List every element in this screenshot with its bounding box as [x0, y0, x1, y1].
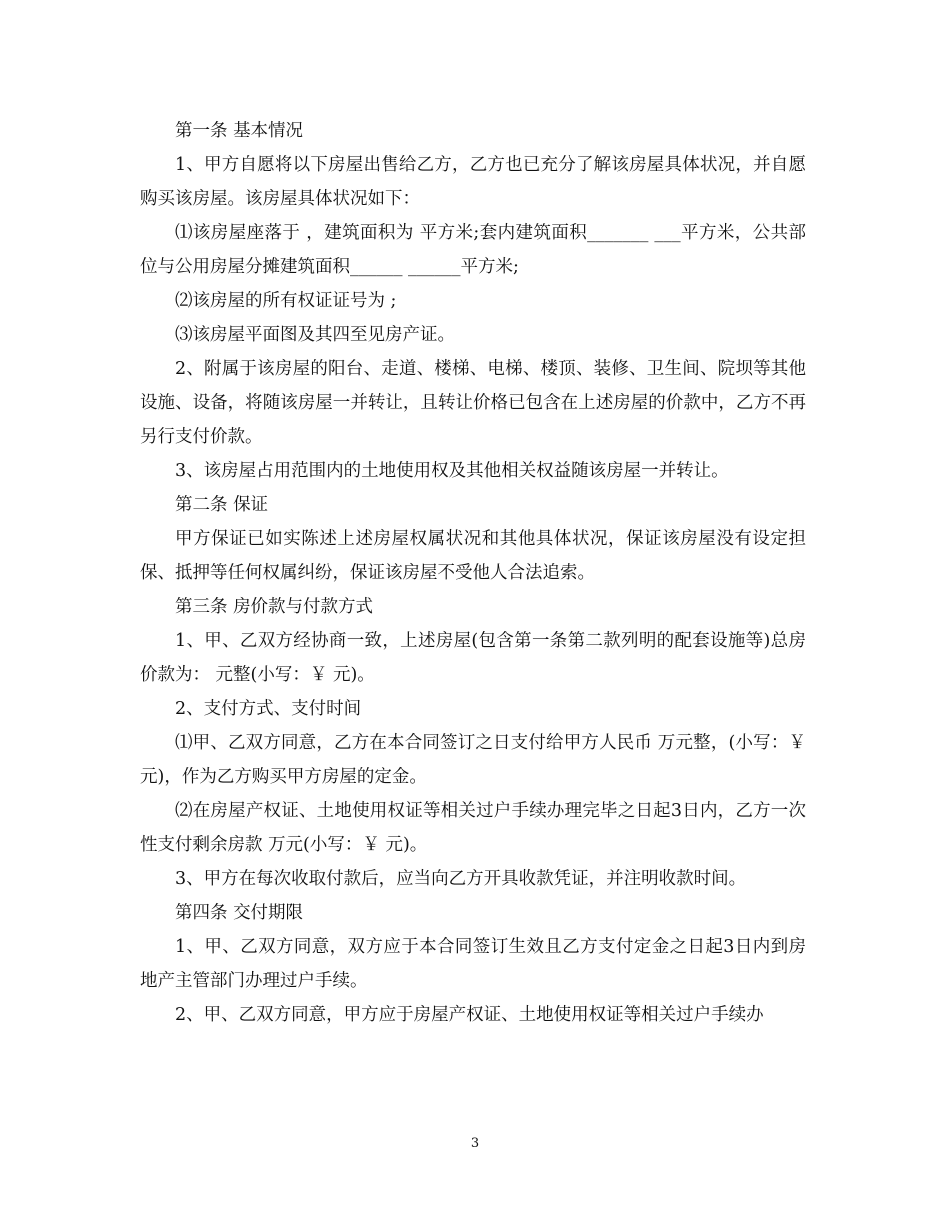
section-heading-2: 第二条 保证 — [175, 495, 269, 515]
paragraph: 1、甲、乙双方经协商一致，上述房屋(包含第一条第二款列明的配套设施等)总房价款为： 元整(小写：￥ 元)。 — [140, 631, 806, 685]
paragraph: 2、甲、乙双方同意，甲方应于房屋产权证、土地使用权证等相关过户手续办 — [175, 1005, 764, 1025]
section-heading-4: 第四条 交付期限 — [175, 903, 304, 923]
paragraph: 1、甲方自愿将以下房屋出售给乙方，乙方也已充分了解该房屋具体状况，并自愿购买该房屋。该房屋具体状况如下： — [140, 155, 806, 209]
paragraph: ⑵在房屋产权证、土地使用权证等相关过户手续办理完毕之日起3日内，乙方一次性支付剩余房款 万元(小写：￥ 元)。 — [140, 801, 806, 855]
section-heading-3: 第三条 房价款与付款方式 — [175, 597, 374, 617]
paragraph: 1、甲、乙双方同意，双方应于本合同签订生效且乙方支付定金之日起3日内到房地产主管部门办理过户手续。 — [140, 937, 806, 991]
document-body — [140, 114, 806, 1032]
paragraph: ⑴甲、乙双方同意，乙方在本合同签订之日支付给甲方人民币 万元整，(小写：￥ 元)，作为乙方购买甲方房屋的定金。 — [140, 733, 806, 787]
paragraph: 3、该房屋占用范围内的土地使用权及其他相关权益随该房屋一并转让。 — [175, 461, 729, 481]
paragraph: 3、甲方在每次收取付款后，应当向乙方开具收款凭证，并注明收款时间。 — [175, 869, 747, 889]
paragraph: ⑶该房屋平面图及其四至见房产证。 — [175, 325, 455, 345]
paragraph: ⑴该房屋座落于 ，建筑面积为 平方米;套内建筑面积_______ ___平方米，公共部位与公用房屋分摊建筑面积______ ______平方米; — [140, 223, 806, 277]
paragraph: ⑵该房屋的所有权证证号为 ; — [175, 291, 397, 311]
paragraph: 2、支付方式、支付时间 — [175, 699, 362, 719]
section-heading-1: 第一条 基本情况 — [175, 121, 304, 141]
paragraph: 甲方保证已如实陈述上述房屋权属状况和其他具体状况，保证该房屋没有设定担保、抵押等任何权属纠纷，保证该房屋不受他人合法追索。 — [140, 529, 806, 583]
page-number: 3 — [470, 1136, 480, 1151]
paragraph: 2、附属于该房屋的阳台、走道、楼梯、电梯、楼顶、装修、卫生间、院坝等其他设施、设备，将随该房屋一并转让，且转让价格已包含在上述房屋的价款中，乙方不再另行支付价款。 — [140, 359, 806, 447]
